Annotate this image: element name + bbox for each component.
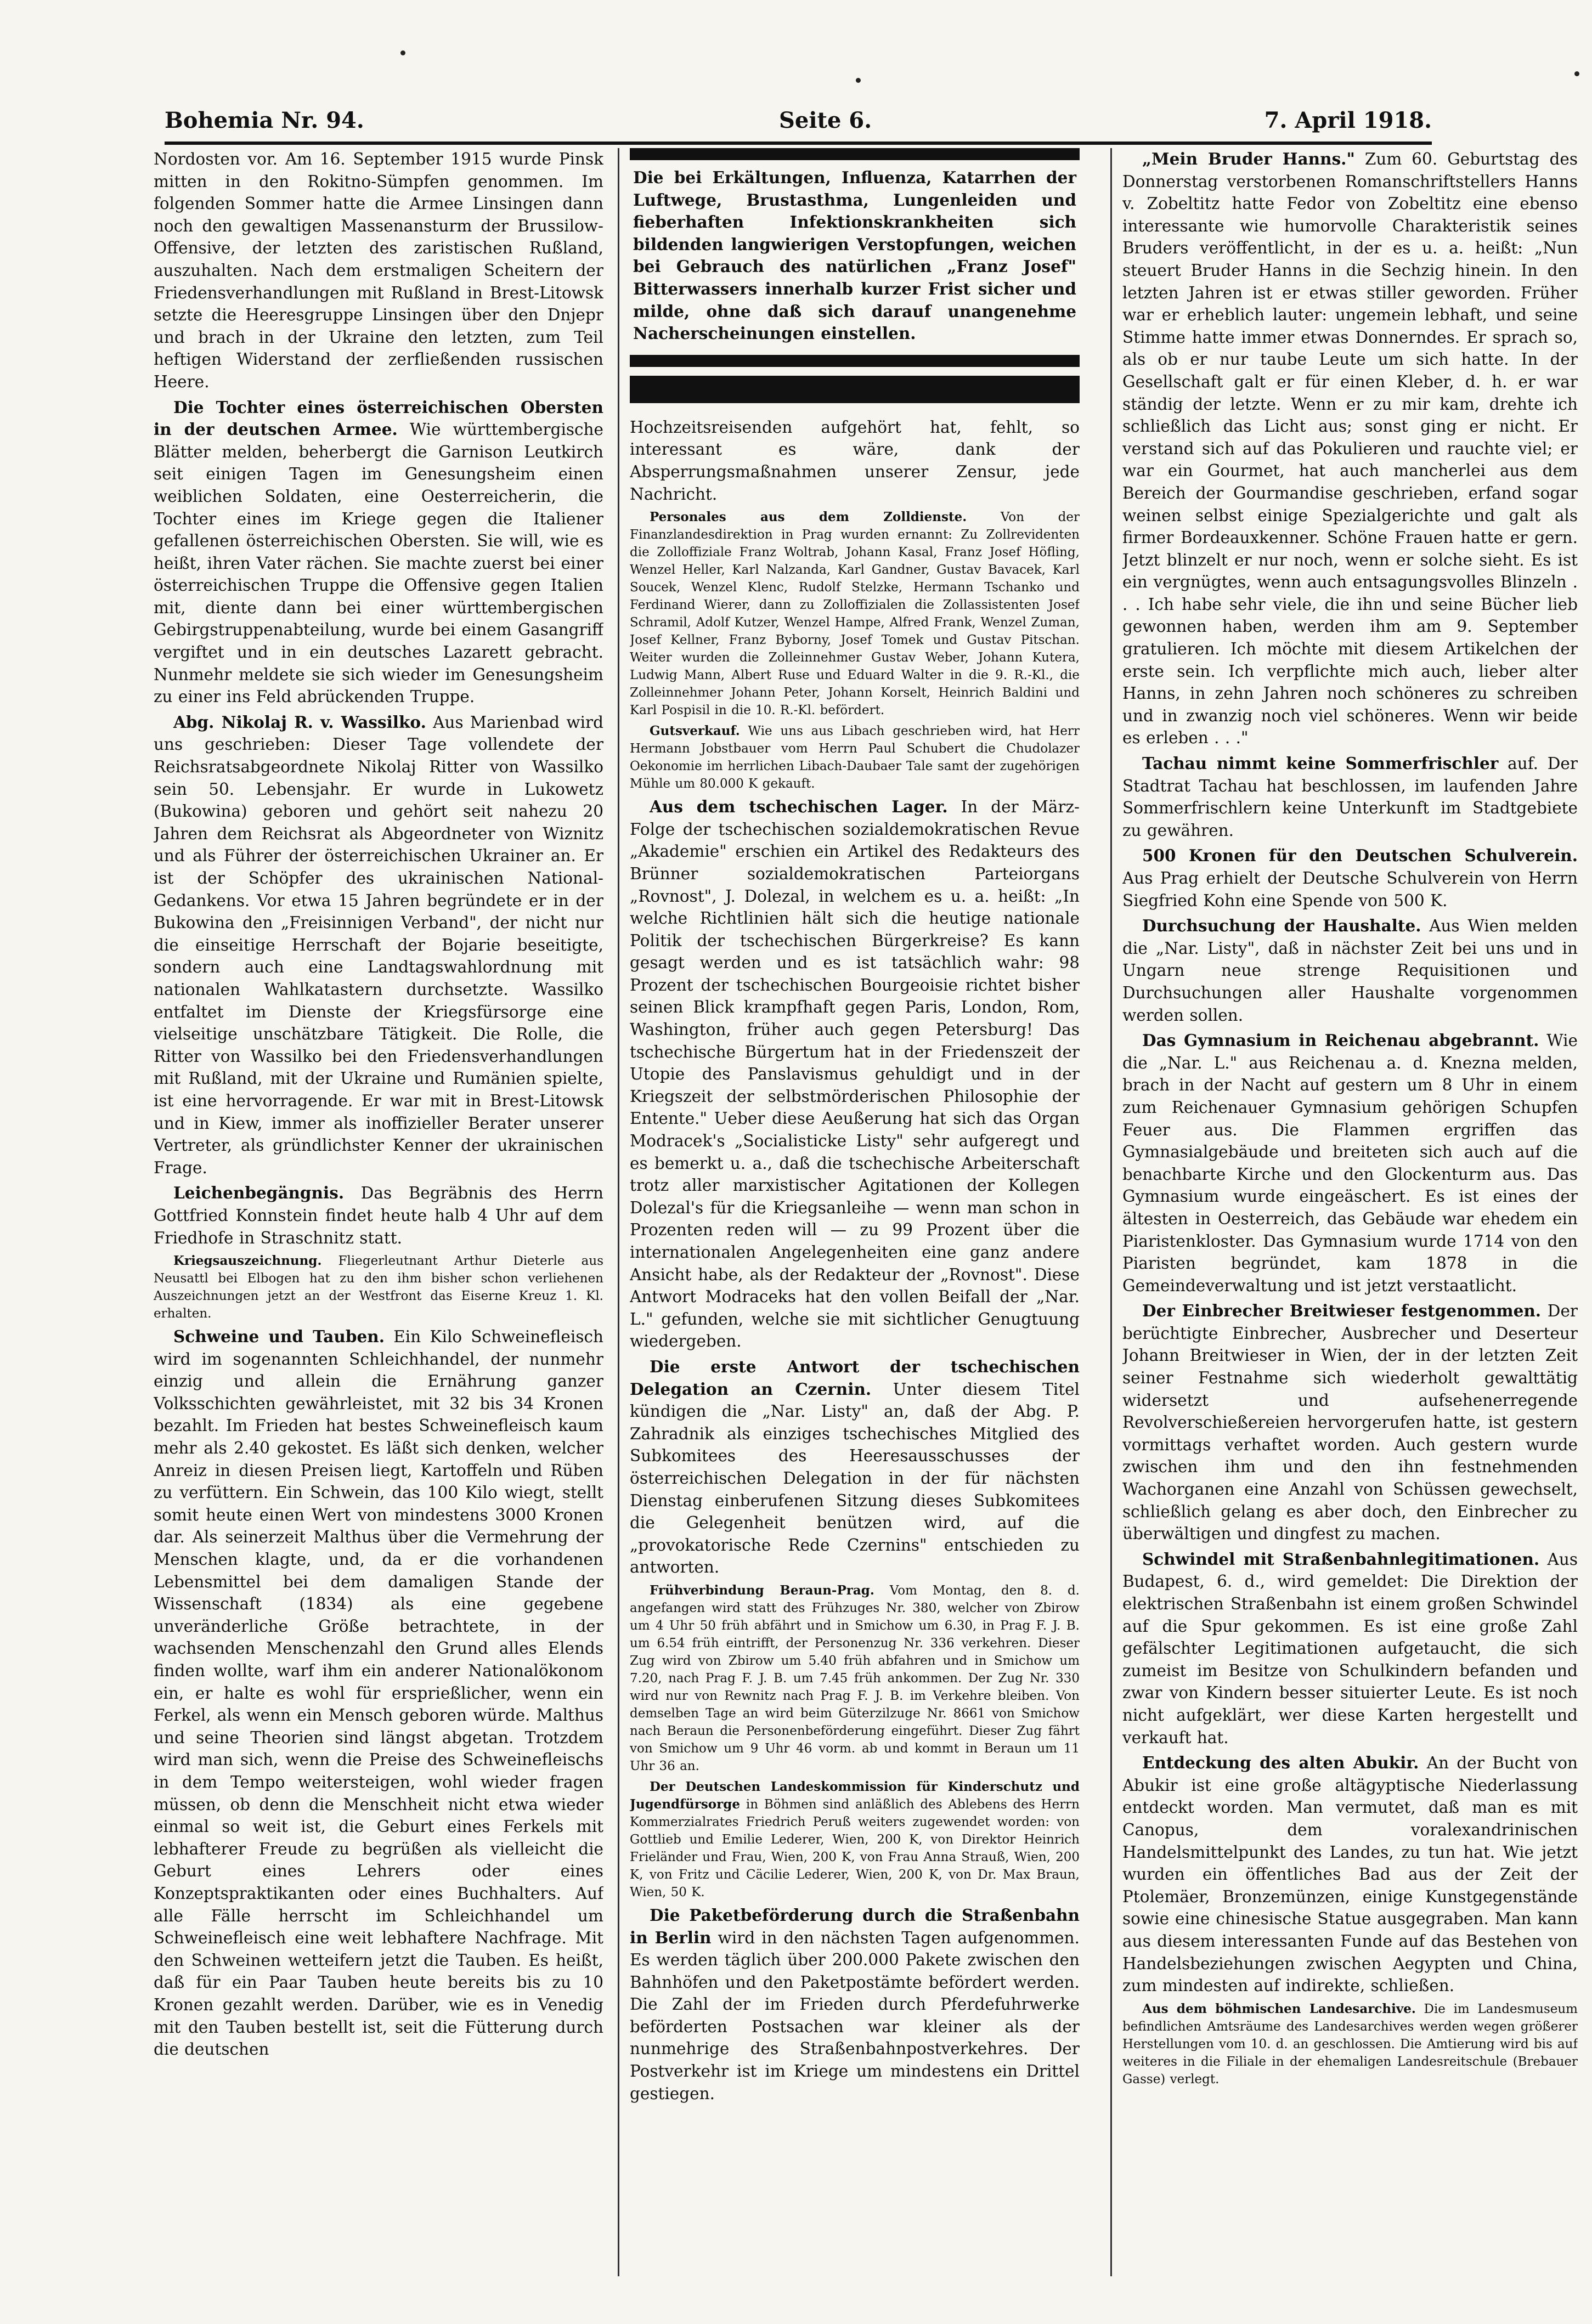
scan-speck (1574, 71, 1579, 76)
small-notice (630, 1582, 1080, 1775)
article-body: Unter diesem Titel kündigen die „Nar. Listy" an, daß der Abg. P. Zahradnik als einziges tschechisches Mitglied des Subkomitees des Heeresausschusses der österreichischen Delegation in der für nächsten Dienstag einberufenen Sitzung dieses Subkomitees die Gelegenheit benützen wird, auf die „provokatorische Rede Czernins" entschieden zu antworten. (630, 1379, 1080, 1577)
article-body: Von der Finanzlandesdirektion in Prag wurden ernannt: Zu Zollrevidenten die Zolloffiziale Franz Woltrab, Johann Kasal, Franz Josef Höfling, Wenzel Heller, Karl Nalzanda, Karl Gandner, Gustav Bavacek, Karl Soucek, Wenzel Klenc, Rudolf Stelzke, Hermann Tschanko und Ferdinand Wierer, dann zu Zolloffizialen die Zollassistenten Josef Schramil, Adolf Kutzer, Wenzel Hampe, Alfred Frank, Wenzel Zuman, Josef Kellner, Franz Byborny, Josef Tomek und Gustav Pitschan. Weiter wurden die Zolleinnehmer Gustav Weber, Johann Kutera, Ludwig Mann, Albert Ruse und Eduard Walter in die 9. R.-Kl., die Zolleinnehmer Johann Peter, Johann Korselt, Heinrich Baldini und Karl Pospisil in die 10. R.-Kl. befördert. (630, 510, 1080, 718)
article-headline: 500 Kronen für den Deutschen Schulverein. (1142, 846, 1578, 866)
article-headline: Der Deutschen Landeskommission für Kinderschutz und Jugendfürsorge (630, 1779, 1080, 1812)
article-headline: Aus dem böhmischen Landesarchive. (1142, 2001, 1416, 2016)
masthead-issue: Bohemia Nr. 94. (165, 108, 364, 133)
article-headline: „Mein Bruder Hanns." (1142, 149, 1355, 168)
small-notice (630, 722, 1080, 793)
small-notice (1122, 2000, 1578, 2088)
article-body: Hochzeitsreisenden aufgehört hat, fehlt, so interessant es wäre, dank der Absperrungsmaßnahmen unserer Zensur, jede Nachricht. (630, 417, 1080, 504)
article-headline: Gutsverkauf. (650, 723, 740, 739)
article-paragraph (1122, 845, 1578, 912)
article-headline: Das Gymnasium in Reichenau abgebrannt. (1142, 1031, 1539, 1050)
advertisement-box (630, 148, 1080, 367)
small-notice (630, 1778, 1080, 1901)
article-body: Wie die „Nar. L." aus Reichenau a. d. Knezna melden, brach in der Nacht auf gestern um 8 Uhr in einem zum Reichenauer Gymnasium gehörigen Schupfen Feuer aus. Die Flammen ergriffen das Gymnasialgebäude und breiteten sich auch auf die benachbarte Kirche und den Glockenturm aus. Das Gymnasium wurde eingeäschert. Es ist eines der ältesten in Oesterreich, das Gebäude war ehedem ein Piaristenkloster. Das Gymnasium wurde 1714 von den Piaristen begründet, kam 1878 in die Gemeindeverwaltung und ist jetzt verstaatlicht. (1122, 1031, 1578, 1295)
column-2 (630, 148, 1080, 2276)
article-body: Das Begräbnis des Herrn Gottfried Konnstein findet heute halb 4 Uhr auf dem Friedhofe in Straschnitz statt. (154, 1184, 603, 1247)
article-headline: Schweine und Tauben. (173, 1327, 385, 1347)
article-paragraph (154, 1182, 603, 1249)
article-paragraph (630, 1904, 1080, 2105)
article-paragraph (154, 1326, 603, 2061)
article-paragraph (1122, 148, 1578, 749)
article-paragraph (630, 416, 1080, 505)
article-headline: Die Tochter eines österreichischen Obersten in der deutschen Armee. (154, 397, 603, 439)
article-headline: Kriegsauszeichnung. (173, 1253, 322, 1269)
article-paragraph (154, 711, 603, 1179)
article-headline: Abg. Nikolaj R. v. Wassilko. (173, 712, 426, 732)
article-body: Wie württembergische Blätter melden, beherbergt die Garnison Leutkirch seit einigen Tagen im Genesungsheim einen weiblichen Soldaten, eine Oesterreicherin, die Tochter eines im Kriege gegen die Italiener gefallenen österreichischen Obersten. Sie will, wie es heißt, ihren Vater rächen. Sie machte zuerst bei einer österreichischen Truppe die Offensive gegen Italien mit, diente dann bei einer württembergischen Gebirgstruppenabteilung, wurde bei einem Gasangriff vergiftet und in ein deutsches Lazarett gebracht. Nunmehr meldete sie sich wieder im Genesungsheim zu einer ins Feld abrückenden Truppe. (154, 420, 603, 706)
column-3 (1122, 148, 1578, 2276)
article-body: Vom Montag, den 8. d. angefangen wird statt des Frühzuges Nr. 380, welcher von Zbirow um 4 Uhr 50 früh abfährt und in Smichow um 6.30, in Prag F. J. B. um 6.54 früh eintrifft, der Personenzug Nr. 336 verkehren. Dieser Zug wird von Zbirow um 5.40 früh abfahren und in Smichow um 7.20, nach Prag F. J. B. um 7.45 früh ankommen. Der Zug Nr. 330 wird nur von Rewnitz nach Prag F. J. B. im Verkehre bleiben. Von demselben Tage an wird beim Güterzilzuge Nr. 8661 von Smichow nach Beraun die Personenbeförderung eingeführt. Dieser Zug fährt von Smichow um 9 Uhr 46 vorm. ab und kommt in Beraun um 11 Uhr 36 an. (630, 1583, 1080, 1773)
article-paragraph (1122, 753, 1578, 841)
article-headline: Entdeckung des alten Abukir. (1142, 1753, 1419, 1773)
article-headline: Durchsuchung der Haushalte. (1142, 916, 1421, 936)
column-1 (154, 148, 603, 2276)
article-headline: Schwindel mit Straßenbahnlegitimationen. (1142, 1549, 1540, 1569)
issue-date: 7. April 1918. (1264, 108, 1432, 133)
article-paragraph (1122, 1030, 1578, 1297)
article-body: Der berüchtigte Einbrecher, Ausbrecher und Deserteur Johann Breitwieser in Wien, der in der letzten Zeit seiner Festnahme sich wiederholt gewalttätig widersetzt und aufsehenerregende Revolverschießereien hervorgerufen hatte, ist gestern vormittags verhaftet worden. Auch gestern wurde zwischen ihm und den ihn festnehmenden Wachorganen eine Anzahl von Schüssen gewechselt, schließlich gelang es aber doch, den Einbrecher zu überwältigen und dingfest zu machen. (1122, 1302, 1578, 1543)
page-number: Seite 6. (779, 108, 872, 133)
article-body: Aus Marienbad wird uns geschrieben: Dieser Tage vollendete der Reichsratsabgeordnete Nikolaj Ritter von Wassilko sein 50. Lebensjahr. Er wurde in Lukowetz (Bukowina) geboren und gehört seit nahezu 20 Jahren dem Reichsrat als Abgeordneter von Wiznitz und als Führer der österreichischen Ukrainer an. Er ist der Schöpfer des ukrainischen National-Gedankens. Vor etwa 15 Jahren begründete er in der Bukowina den „Freisinnigen Verband", der nicht nur die einseitige Herrschaft der Bojarie beseitigte, sondern auch eine Landtagswahlordnung mit nationalen Wahlkatastern durchsetzte. Wassilko entfaltet im Dienste der Kriegsfürsorge eine vielseitige unschätzbare Tätigkeit. Die Rolle, die Ritter von Wassilko bei den Friedensverhandlungen mit Rußland, mit der Ukraine und Rumänien spielte, ist eine hervorragende. Er war mit in Brest-Litowsk und in Kiew, immer als inoffizieller Berater unserer Vertreter, als gründlichster Kenner der ukrainischen Frage. (154, 713, 603, 1177)
small-notice (630, 508, 1080, 719)
separator-bar (630, 376, 1080, 403)
small-notice (154, 1252, 603, 1322)
page-header (165, 104, 1432, 143)
article-paragraph (1122, 1300, 1578, 1545)
scan-speck (856, 78, 861, 83)
article-headline: Frühverbindung Beraun-Prag. (650, 1582, 874, 1598)
article-paragraph (154, 397, 603, 708)
article-paragraph (1122, 915, 1578, 1026)
article-headline: Der Einbrecher Breitwieser festgenommen. (1142, 1301, 1542, 1321)
article-body: auf. Der Stadtrat Tachau hat beschlossen, im laufenden Jahre Sommerfrischlern keine Unterkunft im Stadtgebiete zu gewähren. (1122, 754, 1578, 840)
article-body: An der Bucht von Abukir ist eine große altägyptische Niederlassung entdeckt worden. Man vermutet, daß man es mit Canopus, dem voralexandrinischen Handelsmittelpunkt des Landes, zu tun hat. Wie jetzt wurden ein öffentliches Bad aus der Zeit der Ptolemäer, Bronzemünzen, einige Kunstgegenstände sowie eine chinesische Statue ausgegraben. Man kann aus diesem interessanten Funde auf das Bestehen von Handelsbeziehungen zwischen Aegypten und China, zum mindesten auf indirekte, schließen. (1122, 1754, 1578, 1995)
article-paragraph (1122, 1752, 1578, 1997)
article-headline: Tachau nimmt keine Sommerfrischler (1142, 754, 1499, 773)
advertisement-text: Die bei Erkältungen, Influenza, Katarrhen der Luftwege, Brustasthma, Lungenleiden und fieberhaften Infektionskrankheiten sich bildenden langwierigen Verstopfungen, weichen bei Gebrauch des natürlichen „Franz Josef" Bitterwassers innerhalb kurzer Frist sicher und milde, ohne daß sich darauf unangenehme Nacherscheinungen einstellen. (633, 168, 1076, 343)
article-paragraph (630, 796, 1080, 1353)
article-body: Nordosten vor. Am 16. September 1915 wurde Pinsk mitten in den Rokitno-Sümpfen genommen. Im folgenden Sommer hatte die Armee Linsingen dann noch den gewaltigen Massenansturm der Brussilow-Offensive, der letzten des zaristischen Rußland, auszuhalten. Nach dem erstmaligen Scheitern der Friedensverhandlungen mit Rußland in Brest-Litowsk setzte die Heeresgruppe Linsingen über den Dnjepr und brach in der Ukraine den letzten, zum Teil heftigen Widerstand der zerfließenden russischen Heere. (154, 150, 603, 391)
article-body: Ein Kilo Schweinefleisch wird im sogenannten Schleichhandel, der nunmehr einzig und allein die Ernährung ganzer Volksschichten gewährleistet, mit 32 bis 34 Kronen bezahlt. Im Frieden hat bestes Schweinefleisch kaum mehr als 2.40 gekostet. Es läßt sich denken, welcher Anreiz in diesen Preisen liegt, Kartoffeln und Rüben zu verfüttern. Ein Schwein, das 100 Kilo wiegt, stellt somit heute einen Wert von mindestens 3000 Kronen dar. Als seinerzeit Malthus über die Vermehrung der Menschen klagte, und, da er die vorhandenen Lebensmittel bei dem damaligen Stande der Wissenschaft (1834) als eine gegebene unveränderliche Größe betrachtete, in der wachsenden Menschenzahl den Grund alles Elends finden wollte, warf ihm ein anderer Nationalökonom ein, er halte es wohl für ersprießlicher, wenn ein Ferkel, als wenn ein Mensch geboren würde. Malthus und seine Theorien sind längst abgetan. Trotzdem wird man sich, wenn die Preise des Schweinefleischs in dem Tempo weitersteigen, wohl wieder fragen müssen, ob denn die Menschheit nicht etwa wieder einmal so weit ist, die Geburt eines Ferkels mit lebhafterer Freude zu begrüßen als vielleicht die Geburt eines Lehrers oder eines Konzeptspraktikanten oder eines Buchhalters. Auf alle Fälle herrscht im Schleichhandel um Schweinefleisch eine weit lebhaftere Nachfrage. Mit den Schweinen wetteifern jetzt die Tauben. Es heißt, daß für ein Paar Tauben heute bereits bis zu 10 Kronen gezahlt werden. Darüber, wie es in Venedig mit den Tauben bestellt ist, seit die Fütterung durch die deutschen (154, 1327, 603, 2059)
article-headline: Aus dem tschechischen Lager. (650, 797, 948, 817)
column-divider (1110, 148, 1112, 2276)
article-body: Zum 60. Geburtstag des Donnerstag verstorbenen Romanschriftstellers Hanns v. Zobeltitz hatte Fedor von Zobeltitz eine ebenso interessante wie humorvolle Charakteristik seines Bruders veröffentlicht, in der es u. a. heißt: „Nun steuert Bruder Hanns in die Sechzig hinein. In den letzten Jahren ist er etwas stiller geworden. Früher war er erheblich lauter: ungemein lebhaft, und seine Stimme hatte immer etwas Donnerndes. Er sprach so, als ob er nur taube Leute um sich hatte. In der Gesellschaft galt er für einen Kleber, d. h. er war ständig der letzte. Wenn er zu mir kam, drehte ich schließlich das Licht aus; sonst ging er nicht. Er verstand sich auf das Pokulieren und rauchte viel; er war ein Gourmet, hat auch mancherlei aus dem Bereich der Gourmandise geschrieben, erfand sogar weinen selbst einige Spezialgerichte und galt als firmer Bordeauxkenner. Schöne Frauen hatte er gern. Jetzt blinzelt er nur noch, wenn er solche sieht. Es ist ein vergnügtes, wenn auch entsagungsvolles Blinzeln . . . Ich habe sehr viele, die ihn und seine Bücher lieb gewonnen haben, werden ihm am 9. September gratulieren. Ich möchte mit diesem Artikelchen der erste sein. Ich verpflichte mich auch, lieber alter Hanns, in zehn Jahren noch schöneres zu schreiben und in zwanzig noch viel schöneres. Wenn wir beide es erleben . . ." (1122, 150, 1578, 748)
article-headline: Die erste Antwort der tschechischen Delegation an Czernin. (630, 1356, 1080, 1399)
scan-speck (400, 50, 405, 55)
article-body: wird in den nächsten Tagen aufgenommen. Es werden täglich über 200.000 Pakete zwischen den Bahnhöfen und den Paketpostämte befördert werden. Die Zahl der im Frieden durch Pferdefuhrwerke beförderten Postsachen war kleiner als der nunmehrige des Straßenbahnpostverkehres. Der Postverkehr ist im Kriege um mindestens ein Drittel gestiegen. (630, 1928, 1080, 2103)
header-rule (165, 142, 1432, 145)
article-paragraph (1122, 1548, 1578, 1749)
article-headline: Die Paketbeförderung durch die Straßenbahn in Berlin (630, 1905, 1080, 1947)
article-body: in Böhmen sind anläßlich des Ablebens des Herrn Kommerzialrates Friedrich Peruß weiters zugewendet worden: von Gottlieb und Emilie Lederer, Wien, 200 K, von Direktor Heinrich Frieländer und Frau, Wien, 200 K, von Frau Anna Strauß, Wien, 200 K, von Fritz und Cäcilie Lederer, Wien, 200 K, von Dr. Max Braun, Wien, 50 K. (630, 1797, 1080, 1899)
article-paragraph (154, 148, 603, 393)
article-body: Aus Budapest, 6. d., wird gemeldet: Die Direktion der elektrischen Straßenbahn ist einem großen Schwindel auf die Spur gekommen. Es ist eine große Zahl gefälschter Legitimationen aufgetaucht, die sich zumeist im Besitze von Schulkindern befanden und zwar von Kindern besser situierter Leute. Es ist noch nicht aufgeklärt, wer diese Karten hergestellt und verkauft hat. (1122, 1550, 1578, 1747)
column-2-articles (630, 416, 1080, 2105)
article-body: Die im Landesmuseum befindlichen Amtsräume des Landesarchives werden wegen größerer Herstellungen vom 10. d. an geschlossen. Die Amtierung wird bis auf weiteres in die Filiale in der ehemaligen Landesreitschule (Brebauer Gasse) verlegt. (1122, 2001, 1578, 2086)
article-paragraph (630, 1356, 1080, 1579)
column-divider (618, 148, 619, 2276)
article-body: Aus Prag erhielt der Deutsche Schulverein von Herrn Siegfried Kohn eine Spende von 500 K. (1122, 869, 1578, 910)
article-headline: Personales aus dem Zolldienste. (650, 510, 967, 525)
article-body: Aus Wien melden die „Nar. Listy", daß in nächster Zeit bei uns und in Ungarn neue strenge Requisitionen und Durchsuchungen aller Haushalte vorgenommen werden sollen. (1122, 917, 1578, 1025)
article-headline: Leichenbegängnis. (173, 1183, 345, 1203)
article-body: Fliegerleutnant Arthur Dieterle aus Neusattl bei Elbogen hat zu den ihm bisher schon verliehenen Auszeichnungen jetzt an der Westfront das Eiserne Kreuz 1. Kl. erhalten. (154, 1254, 603, 1321)
article-body: Wie uns aus Libach geschrieben wird, hat Herr Hermann Jobstbauer vom Herrn Paul Schubert die Chudolazer Oekonomie im herrlichen Libach-Daubaer Tale samt der zugehörigen Mühle um 80.000 K gekauft. (630, 724, 1080, 791)
article-body: In der März-Folge der tschechischen sozialdemokratischen Revue „Akademie" erschien ein Artikel des Redakteurs des Brünner sozialdemokratischen Parteiorgans „Rovnost", J. Dolezal, in welchem es u. a. heißt: „In welche Richtlinien hält sich die heutige nationale Politik der tschechischen Bürgerkreise? Es kann gesagt werden und es ist tatsächlich wahr: 98 Prozent der tschechischen Bourgeoisie richtet bisher seinen Blick krampfhaft gegen Paris, London, Rom, Washington, früher auch gegen Petersburg! Das tschechische Bürgertum hat in der Friedenszeit der Utopie des Panslavismus gehuldigt und in der Kriegszeit der selbstmörderischen Philosophie der Entente." Ueber diese Aeußerung hat sich das Organ Modracek's „Socialisticke Listy" sehr aufgeregt und es bemerkt u. a., daß die tschechische Arbeiterschaft trotz aller marxistischer Agitationen der Kollegen Dolezal's für die Kriegsanleihe — wenn man schon in Prozenten reden will — zu 99 Prozent über die internationalen Angelegenheiten eine ganz andere Ansicht habe, als der Redakteur der „Rovnost". Diese Antwort Modraceks hat den vollen Beifall der „Nar. L." gefunden, welche sie mit sichtlicher Genugtuung wiedergeben. (630, 798, 1080, 1351)
